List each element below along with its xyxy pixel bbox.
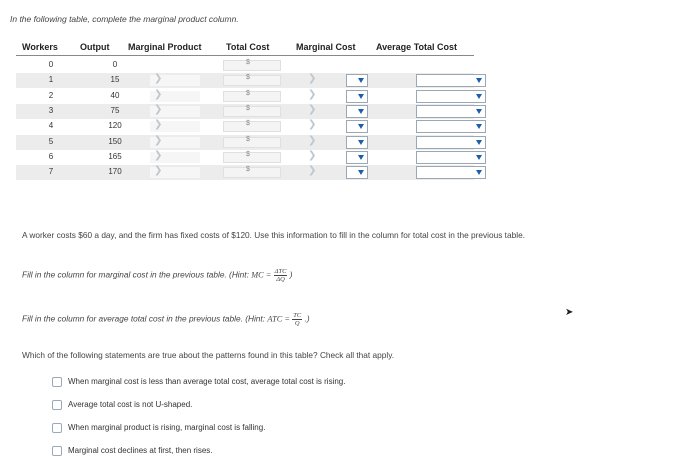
currency-symbol: $ xyxy=(246,74,250,82)
chevron-right-icon: ❯ xyxy=(308,88,317,100)
marginal-cost-select[interactable] xyxy=(346,136,368,149)
table-row xyxy=(16,165,474,180)
marginal-cost-select[interactable] xyxy=(346,74,368,87)
dropdown-arrow-icon xyxy=(358,140,364,145)
atc-fraction-num: TC xyxy=(293,312,302,319)
header-total-cost: Total Cost xyxy=(226,42,270,52)
dropdown-arrow-icon xyxy=(476,78,482,83)
dropdown-arrow-icon xyxy=(358,155,364,160)
checkbox-icon[interactable] xyxy=(52,377,62,387)
mc-instruction-text: Fill in the column for marginal cost in the previous table. (Hint: xyxy=(22,269,249,280)
total-cost-input[interactable] xyxy=(223,60,281,71)
workers-cell: 5 xyxy=(48,136,54,146)
currency-symbol: $ xyxy=(246,89,250,97)
chevron-right-icon: ❯ xyxy=(154,88,163,100)
option-label: When marginal product is rising, marginal cost is falling. xyxy=(68,423,266,433)
header-divider xyxy=(16,55,474,56)
checkbox-icon[interactable] xyxy=(52,400,62,410)
output-cell: 75 xyxy=(110,105,120,115)
chevron-right-icon: ❯ xyxy=(154,149,163,161)
total-cost-input[interactable] xyxy=(223,137,281,148)
workers-cell: 3 xyxy=(48,105,54,115)
output-cell: 15 xyxy=(110,75,120,85)
workers-cell: 6 xyxy=(48,151,54,161)
output-cell: 170 xyxy=(108,167,122,177)
dropdown-arrow-icon xyxy=(358,170,364,175)
chevron-right-icon: ❯ xyxy=(308,103,317,115)
instruction-text: In the following table, complete the marginal product column. xyxy=(10,14,239,24)
chevron-right-icon: ❯ xyxy=(308,134,317,146)
table-row xyxy=(16,150,474,165)
option-4[interactable] xyxy=(52,446,213,456)
header-marginal-product: Marginal Product xyxy=(128,42,202,52)
option-3[interactable] xyxy=(52,423,265,433)
marginal-cost-select[interactable] xyxy=(346,90,368,103)
workers-cell: 0 xyxy=(48,60,54,69)
dropdown-arrow-icon xyxy=(476,94,482,99)
workers-cell: 7 xyxy=(48,167,54,177)
marginal-cost-select[interactable] xyxy=(346,105,368,118)
header-marginal-cost: Marginal Cost xyxy=(296,42,356,52)
table-row xyxy=(16,119,474,134)
option-2[interactable] xyxy=(52,400,192,410)
dropdown-arrow-icon xyxy=(358,109,364,114)
atc-instruction xyxy=(22,312,310,327)
output-cell: 0 xyxy=(112,60,118,69)
currency-symbol: $ xyxy=(246,104,250,112)
mc-formula-end: ) xyxy=(289,269,293,280)
dropdown-arrow-icon xyxy=(358,124,364,129)
question-text: Which of the following statements are true about the patterns found in this table? Check all that apply. xyxy=(22,350,395,360)
option-label: Marginal cost declines at first, then rises. xyxy=(68,446,213,456)
chevron-right-icon: ❯ xyxy=(154,103,163,115)
option-label: Average total cost is not U-shaped. xyxy=(68,400,193,410)
chevron-right-icon: ❯ xyxy=(308,149,317,161)
mc-fraction-den: ΔQ xyxy=(276,276,285,283)
average-total-cost-select[interactable] xyxy=(416,90,486,103)
currency-symbol: $ xyxy=(246,120,250,128)
mc-fraction xyxy=(274,268,288,283)
total-cost-input[interactable] xyxy=(223,167,281,178)
table-row xyxy=(16,89,474,104)
marginal-cost-select[interactable] xyxy=(346,166,368,179)
checkbox-icon[interactable] xyxy=(52,446,62,456)
marginal-cost-select[interactable] xyxy=(346,120,368,133)
dropdown-arrow-icon xyxy=(358,94,364,99)
dropdown-arrow-icon xyxy=(476,109,482,114)
workers-cell: 1 xyxy=(48,75,54,85)
dropdown-arrow-icon xyxy=(358,78,364,83)
dropdown-arrow-icon xyxy=(476,155,482,160)
output-cell: 40 xyxy=(110,90,120,100)
table-row xyxy=(16,104,474,119)
total-cost-input[interactable] xyxy=(223,121,281,132)
average-total-cost-select[interactable] xyxy=(416,120,486,133)
atc-formula-lhs: ATC = xyxy=(267,314,290,324)
table-row xyxy=(16,58,474,73)
atc-fraction-den: Q xyxy=(294,320,300,327)
marginal-cost-select[interactable] xyxy=(346,151,368,164)
average-total-cost-select[interactable] xyxy=(416,136,486,149)
chevron-right-icon: ❯ xyxy=(308,165,317,177)
currency-symbol: $ xyxy=(246,135,250,143)
header-output: Output xyxy=(80,42,110,52)
mc-fraction-num: ΔTC xyxy=(274,268,287,275)
output-cell: 120 xyxy=(108,121,122,131)
chevron-right-icon: ❯ xyxy=(154,119,163,131)
total-cost-input[interactable] xyxy=(223,75,281,86)
average-total-cost-select[interactable] xyxy=(416,166,486,179)
average-total-cost-select[interactable] xyxy=(416,151,486,164)
total-cost-input[interactable] xyxy=(223,152,281,163)
chevron-right-icon: ❯ xyxy=(308,119,317,131)
chevron-right-icon: ❯ xyxy=(154,165,163,177)
chevron-right-icon: ❯ xyxy=(308,73,317,85)
output-cell: 150 xyxy=(108,136,122,146)
cost-info-text: A worker costs $60 a day, and the firm has fixed costs of $120. Use this information to fill in the column for total cost in the previous table. xyxy=(22,230,525,240)
mc-formula-lhs: MC = xyxy=(251,270,272,280)
header-workers: Workers xyxy=(22,42,58,52)
option-label: When marginal cost is less than average total cost, average total cost is rising. xyxy=(68,377,346,387)
table-row xyxy=(16,73,474,88)
workers-cell: 2 xyxy=(48,90,54,100)
dropdown-arrow-icon xyxy=(476,170,482,175)
header-average-total-cost: Average Total Cost xyxy=(376,42,458,52)
atc-instruction-text: Fill in the column for average total cost in the previous table. (Hint: xyxy=(22,313,266,324)
workers-cell: 4 xyxy=(48,121,54,131)
atc-fraction xyxy=(292,312,302,327)
chevron-right-icon: ❯ xyxy=(154,73,163,85)
average-total-cost-select[interactable] xyxy=(416,74,486,87)
atc-formula-end: .) xyxy=(304,313,310,324)
currency-symbol: $ xyxy=(246,166,250,174)
total-cost-input[interactable] xyxy=(223,106,281,117)
currency-symbol: $ xyxy=(246,150,250,158)
mc-instruction xyxy=(22,268,292,283)
table-row xyxy=(16,135,474,150)
currency-symbol: $ xyxy=(246,59,250,66)
average-total-cost-select[interactable] xyxy=(416,105,486,118)
dropdown-arrow-icon xyxy=(476,124,482,129)
option-1[interactable] xyxy=(52,377,345,387)
checkbox-icon[interactable] xyxy=(52,423,62,433)
mouse-cursor-icon: ➤ xyxy=(565,307,574,318)
dropdown-arrow-icon xyxy=(476,140,482,145)
total-cost-input[interactable] xyxy=(223,91,281,102)
chevron-right-icon: ❯ xyxy=(154,134,163,146)
output-cell: 165 xyxy=(108,151,122,161)
